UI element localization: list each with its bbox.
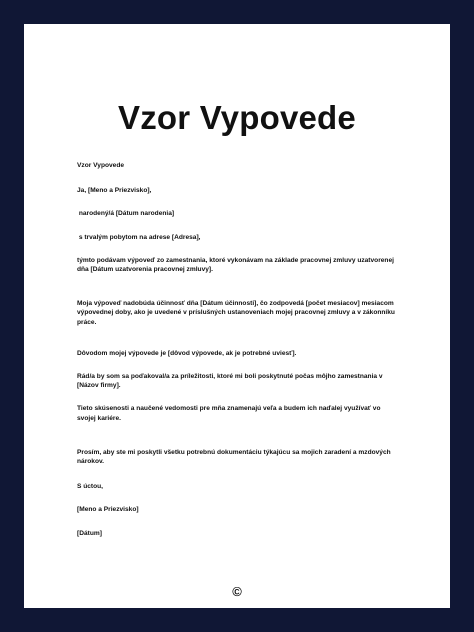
signature-date: [Dátum] [77, 529, 102, 537]
paragraph-name: Ja, [Meno a Priezvisko], [77, 187, 152, 195]
document-title: Vzor Vypovede [118, 99, 356, 136]
paragraph-address: s trvalým pobytom na adrese [Adresa], [77, 233, 201, 241]
paragraph-reason: Dôvodom mojej výpovede je [dôvod výpovede, ak je potrebné uviesť]. [77, 349, 297, 357]
paragraph-documentation: Prosím, aby ste mi poskytli všetku potrebnú dokumentáciu týkajúcu sa mojich zaradení a mzdových nárokov. [77, 448, 393, 466]
document-body [77, 161, 399, 538]
document-page [24, 24, 450, 608]
copyright-icon: © [232, 584, 242, 599]
document-heading: Vzor Vypovede [77, 162, 125, 169]
signature-name: [Meno a Priezvisko] [77, 506, 139, 514]
closing-salutation: S úctou, [77, 483, 104, 491]
paragraph-birth: narodený/á [Dátum narodenia] [77, 210, 175, 218]
paragraph-notice: týmto podávam výpoveď zo zamestnania, ktoré vykonávam na základe pracovnej zmluvy uzatvorenej dňa [Dátum uzatvorenia pracovnej zmluvy]. [77, 256, 396, 274]
paragraph-effective-date: Moja výpoveď nadobúda účinnosť dňa [Dátum účinnosti], čo zodpovedá [počet mesiacov] mesiacom výpovednej doby, ako je uvedené v príslušných ustanoveniach mojej pracovnej zmluvy a v zákonníku práce. [77, 300, 397, 326]
paragraph-thanks: Rád/a by som sa poďakoval/a za príležitosti, ktoré mi boli poskytnuté počas môjho zamestnania v [Názov firmy]. [77, 373, 385, 390]
paragraph-experience: Tieto skúsenosti a naučené vedomosti pre mňa znamenajú veľa a budem ich naďalej využívať vo svojej kariére. [77, 405, 383, 422]
